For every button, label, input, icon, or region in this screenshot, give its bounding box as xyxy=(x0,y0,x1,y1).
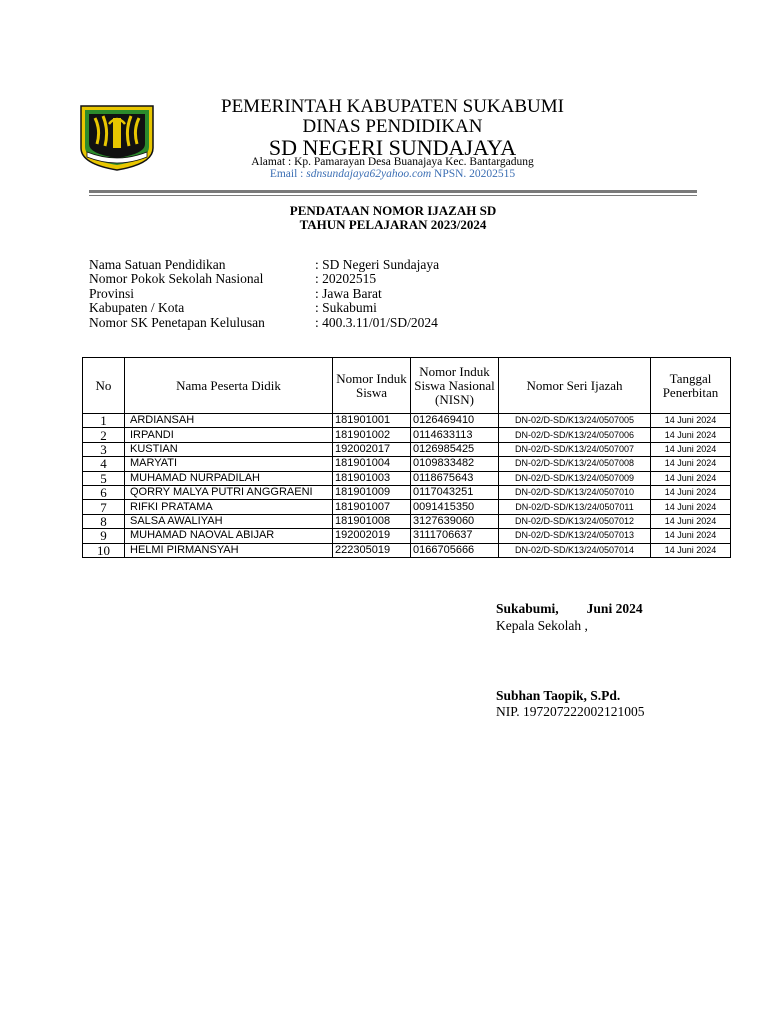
cell-serial-number: DN-02/D-SD/K13/24/0507014 xyxy=(499,543,651,557)
cell-student-name: MARYATI xyxy=(125,457,333,471)
info-value: : SD Negeri Sundajaya xyxy=(315,257,440,272)
regency-logo xyxy=(79,104,155,172)
info-row xyxy=(89,258,439,272)
col-header-nis: Nomor Induk Siswa xyxy=(333,358,411,414)
cell-student-name: QORRY MALYA PUTRI ANGGRAENI xyxy=(125,485,333,499)
cell-nisn: 0114633113 xyxy=(411,428,499,442)
cell-student-name: HELMI PIRMANSYAH xyxy=(125,543,333,557)
col-header-serial: Nomor Seri Ijazah xyxy=(499,358,651,414)
info-value: : Sukabumi xyxy=(315,300,377,316)
document-subtitle: TAHUN PELAJARAN 2023/2024 xyxy=(299,217,487,232)
cell-no: 2 xyxy=(83,428,125,442)
cell-issue-date: 14 Juni 2024 xyxy=(651,500,731,514)
cell-nis: 181901001 xyxy=(333,414,411,428)
email-address[interactable]: sdnsundajaya62yahoo.com xyxy=(306,168,432,180)
cell-no: 1 xyxy=(83,414,125,428)
cell-student-name: RIFKI PRATAMA xyxy=(125,500,333,514)
col-header-nisn: Nomor Induk Siswa Nasional (NISN) xyxy=(411,358,499,414)
cell-serial-number: DN-02/D-SD/K13/24/0507012 xyxy=(499,514,651,528)
cell-no: 3 xyxy=(83,442,125,456)
cell-no: 5 xyxy=(83,471,125,485)
cell-nisn: 0126469410 xyxy=(411,414,499,428)
table-row xyxy=(83,529,731,543)
cell-serial-number: DN-02/D-SD/K13/24/0507011 xyxy=(499,500,651,514)
cell-nisn: 0166705666 xyxy=(411,543,499,557)
cell-serial-number: DN-02/D-SD/K13/24/0507005 xyxy=(499,414,651,428)
cell-issue-date: 14 Juni 2024 xyxy=(651,457,731,471)
cell-nis: 181901004 xyxy=(333,457,411,471)
table-row xyxy=(83,428,731,442)
cell-nis: 181901009 xyxy=(333,485,411,499)
table-row xyxy=(83,514,731,528)
cell-no: 7 xyxy=(83,500,125,514)
cell-nisn: 3111706637 xyxy=(411,529,499,543)
table-header-row xyxy=(83,358,731,414)
cell-issue-date: 14 Juni 2024 xyxy=(651,428,731,442)
cell-serial-number: DN-02/D-SD/K13/24/0507009 xyxy=(499,471,651,485)
signature-nip: NIP. 197207222002121005 xyxy=(496,704,645,719)
cell-nis: 181901002 xyxy=(333,428,411,442)
cell-no: 8 xyxy=(83,514,125,528)
col-header-name: Nama Peserta Didik xyxy=(125,358,333,414)
cell-student-name: ARDIANSAH xyxy=(125,414,333,428)
cell-student-name: KUSTIAN xyxy=(125,442,333,456)
cell-nisn: 3127639060 xyxy=(411,514,499,528)
cell-student-name: SALSA AWALIYAH xyxy=(125,514,333,528)
table-row xyxy=(83,414,731,428)
table-row xyxy=(83,442,731,456)
signature-place: Sukabumi, xyxy=(496,601,559,616)
cell-nisn: 0091415350 xyxy=(411,500,499,514)
cell-no: 9 xyxy=(83,529,125,543)
signature-name: Subhan Taopik, S.Pd. xyxy=(496,688,621,703)
info-value: : Jawa Barat xyxy=(315,285,382,301)
table-row xyxy=(83,485,731,499)
table-row xyxy=(83,543,731,557)
info-value: : 20202515 xyxy=(315,271,377,287)
cell-issue-date: 14 Juni 2024 xyxy=(651,442,731,456)
cell-nisn: 0118675643 xyxy=(411,471,499,485)
header-contact xyxy=(150,167,635,181)
info-value: : 400.3.11/01/SD/2024 xyxy=(315,314,438,330)
cell-serial-number: DN-02/D-SD/K13/24/0507006 xyxy=(499,428,651,442)
cell-issue-date: 14 Juni 2024 xyxy=(651,485,731,499)
cell-serial-number: DN-02/D-SD/K13/24/0507008 xyxy=(499,457,651,471)
info-label: Kabupaten / Kota xyxy=(89,300,185,316)
signature-date: Juni 2024 xyxy=(586,601,643,616)
cell-serial-number: DN-02/D-SD/K13/24/0507007 xyxy=(499,442,651,456)
table-row xyxy=(83,500,731,514)
cell-no: 10 xyxy=(83,543,125,557)
header-address: Alamat : Kp. Pamarayan Desa Buanajaya Kec. Bantargadung xyxy=(251,156,534,168)
header-government: PEMERINTAH KABUPATEN SUKABUMI xyxy=(221,96,564,117)
info-row xyxy=(89,287,439,301)
npsn-text: NPSN. 20202515 xyxy=(434,168,516,180)
col-header-date: Tanggal Penerbitan xyxy=(651,358,731,414)
signature-place-date xyxy=(496,601,643,617)
document-title: PENDATAAN NOMOR IJAZAH SD xyxy=(289,203,497,218)
cell-no: 6 xyxy=(83,485,125,499)
cell-serial-number: DN-02/D-SD/K13/24/0507013 xyxy=(499,529,651,543)
cell-student-name: MUHAMAD NAOVAL ABIJAR xyxy=(125,529,333,543)
info-label: Nomor SK Penetapan Kelulusan xyxy=(89,314,265,330)
cell-issue-date: 14 Juni 2024 xyxy=(651,529,731,543)
cell-nis: 192002017 xyxy=(333,442,411,456)
info-row xyxy=(89,272,439,286)
cell-issue-date: 14 Juni 2024 xyxy=(651,414,731,428)
cell-serial-number: DN-02/D-SD/K13/24/0507010 xyxy=(499,485,651,499)
info-label: Provinsi xyxy=(89,285,135,301)
info-label: Nama Satuan Pendidikan xyxy=(89,257,226,272)
header-divider-thick xyxy=(89,190,697,193)
cell-no: 4 xyxy=(83,457,125,471)
col-header-no: No xyxy=(83,358,125,414)
cell-nisn: 0126985425 xyxy=(411,442,499,456)
cell-nis: 222305019 xyxy=(333,543,411,557)
header-divider-thin xyxy=(89,195,697,196)
cell-student-name: IRPANDI xyxy=(125,428,333,442)
cell-nisn: 0109833482 xyxy=(411,457,499,471)
cell-nis: 181901007 xyxy=(333,500,411,514)
table-row xyxy=(83,471,731,485)
info-row xyxy=(89,301,439,315)
cell-issue-date: 14 Juni 2024 xyxy=(651,471,731,485)
logo-tower xyxy=(113,118,121,148)
diploma-table xyxy=(82,357,731,558)
cell-nis: 192002019 xyxy=(333,529,411,543)
cell-nis: 181901003 xyxy=(333,471,411,485)
cell-issue-date: 14 Juni 2024 xyxy=(651,543,731,557)
cell-issue-date: 14 Juni 2024 xyxy=(651,514,731,528)
email-label: Email : xyxy=(269,168,304,180)
cell-nisn: 0117043251 xyxy=(411,485,499,499)
info-label: Nomor Pokok Sekolah Nasional xyxy=(89,271,264,287)
signature-role: Kepala Sekolah , xyxy=(496,618,588,633)
header-department: DINAS PENDIDIKAN xyxy=(302,116,483,137)
school-info xyxy=(89,258,439,330)
header-school-name: SD NEGERI SUNDAJAYA xyxy=(268,135,517,160)
cell-student-name: MUHAMAD NURPADILAH xyxy=(125,471,333,485)
table-row xyxy=(83,457,731,471)
info-row xyxy=(89,316,439,330)
cell-nis: 181901008 xyxy=(333,514,411,528)
